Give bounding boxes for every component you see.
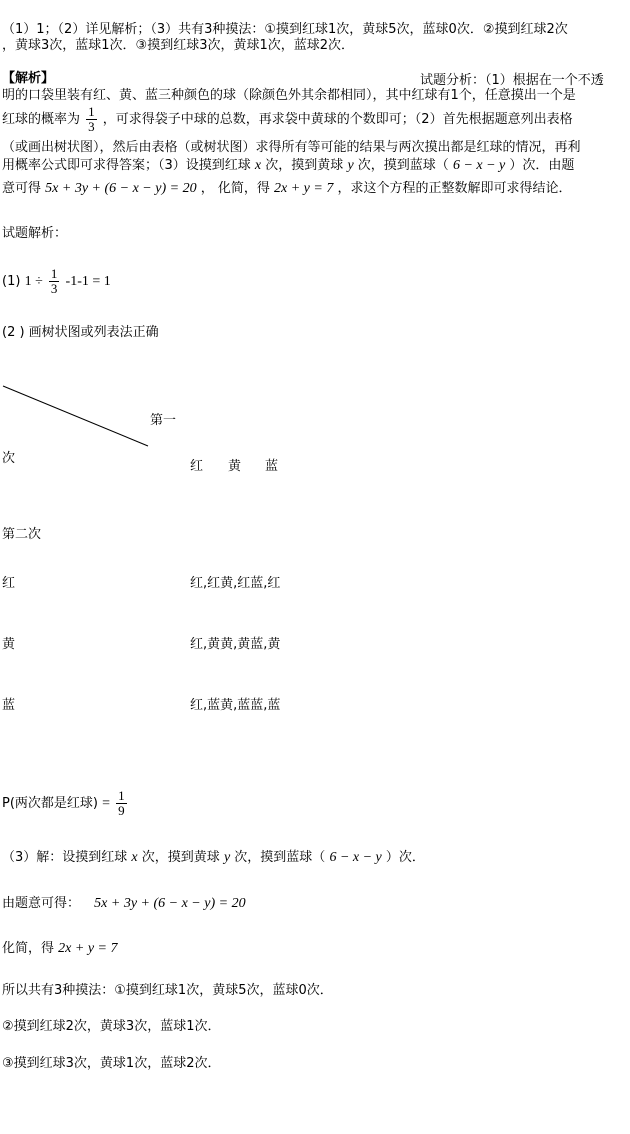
- analysis-line-4c: 次，摸到蓝球（: [357, 158, 449, 173]
- analysis-line-1: 明的口袋里装有红、黄、蓝三种颜色的球（除颜色外其余都相同），其中红球有1个，任意摸出一个是: [2, 88, 576, 103]
- part-1-denominator: 3: [50, 281, 58, 296]
- equation-1: 5x + 3y + (6 − x − y) = 20: [45, 181, 197, 196]
- simplify-line: [2, 940, 117, 958]
- part-3-d: ）次．: [385, 850, 425, 865]
- analysis-tag: 【解析】: [2, 71, 55, 86]
- equation-2: 2x + y = 7: [274, 181, 334, 196]
- from-problem-equation: 5x + 3y + (6 − x − y) = 20: [94, 896, 246, 911]
- fraction-numerator: 1: [88, 104, 95, 119]
- var-x: x: [254, 158, 262, 173]
- part-1-label: (1): [2, 274, 21, 289]
- simplify-equation: 2x + y = 7: [58, 941, 118, 956]
- result-line-2: ③摸到红球3次，黄球1次，蓝球2次．: [2, 1056, 221, 1071]
- probability-line: [2, 786, 129, 822]
- analysis-line-5b: ， 化简，得: [200, 181, 270, 196]
- analysis-line-4d: ）次．由题: [509, 158, 575, 173]
- result-line-1: ②摸到红球2次，黄球3次，蓝球1次．: [2, 1019, 221, 1034]
- table-col-blue: 蓝: [265, 459, 279, 474]
- analysis-line-4b: 次，摸到黄球: [265, 158, 344, 173]
- analysis-line-2: [2, 104, 573, 136]
- analysis-line-3: （或画出树状图），然后由表格（或树状图）求得所有等可能的结果与两次摸出都是红球的情况，再利: [2, 140, 581, 155]
- analysis-line-4: [2, 157, 574, 175]
- from-problem-label: 由题意可得：: [2, 896, 81, 911]
- analysis-line-2a: 红球的概率为: [2, 112, 81, 127]
- part-1-a: 1 ÷: [24, 274, 43, 289]
- fraction-denominator: 3: [88, 119, 95, 134]
- analysis-heading: 试题分析：（1）根据在一个不透: [420, 73, 604, 88]
- part-1-numerator: 1: [50, 266, 58, 281]
- table-col-yellow: 黄: [228, 459, 242, 474]
- table-col-red: 红: [190, 459, 204, 474]
- diagonal-divider: [3, 386, 148, 446]
- table-row-blue-cells: 红,蓝黄,蓝蓝,蓝: [190, 698, 281, 713]
- part-3-a: （3）解：设摸到红球: [2, 850, 128, 865]
- part-1: [2, 264, 111, 300]
- part-3-var-x: x: [131, 850, 138, 865]
- part-3-expression: 6 − x − y: [329, 850, 382, 865]
- blue-expression: 6 − x − y: [452, 158, 506, 173]
- table-row-yellow-head: 黄: [2, 637, 16, 652]
- table-row-yellow-cells: 红,黄黄,黄蓝,黄: [190, 637, 281, 652]
- analysis-line-4a: 用概率公式即可求得答案；（3）设摸到红球: [2, 158, 251, 173]
- analysis-line-2b: ，可求得袋子中球的总数，再求袋中黄球的个数即可；（2）首先根据题意列出表格: [102, 112, 573, 127]
- analysis-line-5: [2, 180, 571, 198]
- answer-line-1: （1）1；（2）详见解析；（3）共有3种摸法：①摸到红球1次，黄球5次，蓝球0次．②摸到红球2次: [2, 22, 568, 37]
- part-2: (2 ) 画树状图或列表法正确: [2, 325, 159, 340]
- part-1-fraction: [49, 267, 60, 296]
- simplify-label: 化简，得: [2, 941, 55, 956]
- part-3-b: 次，摸到黄球: [141, 850, 220, 865]
- table-ci-label: 次: [2, 451, 16, 466]
- result-line-0: 所以共有3种摸法：①摸到红球1次，黄球5次，蓝球0次．: [2, 983, 333, 998]
- analysis-line-5a: 意可得: [2, 181, 42, 196]
- table-row-red-head: 红: [2, 576, 16, 591]
- analysis-line-5c: ，求这个方程的正整数解即可求得结论．: [337, 181, 572, 196]
- table-row-blue-head: 蓝: [2, 698, 16, 713]
- fraction-one-third: [86, 105, 97, 134]
- probability-denominator: 9: [118, 803, 125, 818]
- probability-fraction: [116, 789, 127, 818]
- part-3-c: 次，摸到蓝球（: [234, 850, 326, 865]
- probability-label: P(两次都是红球): [2, 796, 98, 811]
- part-3: [2, 849, 425, 867]
- probability-equals: =: [102, 796, 111, 811]
- from-problem-line: [2, 895, 246, 913]
- part-1-b: -1-1 = 1: [65, 274, 111, 289]
- var-y: y: [347, 158, 354, 173]
- answer-line-2: ，黄球3次，蓝球1次．③摸到红球3次，黄球1次，蓝球2次．: [2, 38, 355, 53]
- solution-title: 试题解析：: [2, 226, 68, 241]
- part-3-var-y: y: [223, 850, 231, 865]
- table-row-red-cells: 红,红黄,红蓝,红: [190, 576, 281, 591]
- table-first-label: 第一: [150, 413, 177, 428]
- probability-numerator: 1: [118, 788, 125, 803]
- table-second-label: 第二次: [2, 527, 42, 542]
